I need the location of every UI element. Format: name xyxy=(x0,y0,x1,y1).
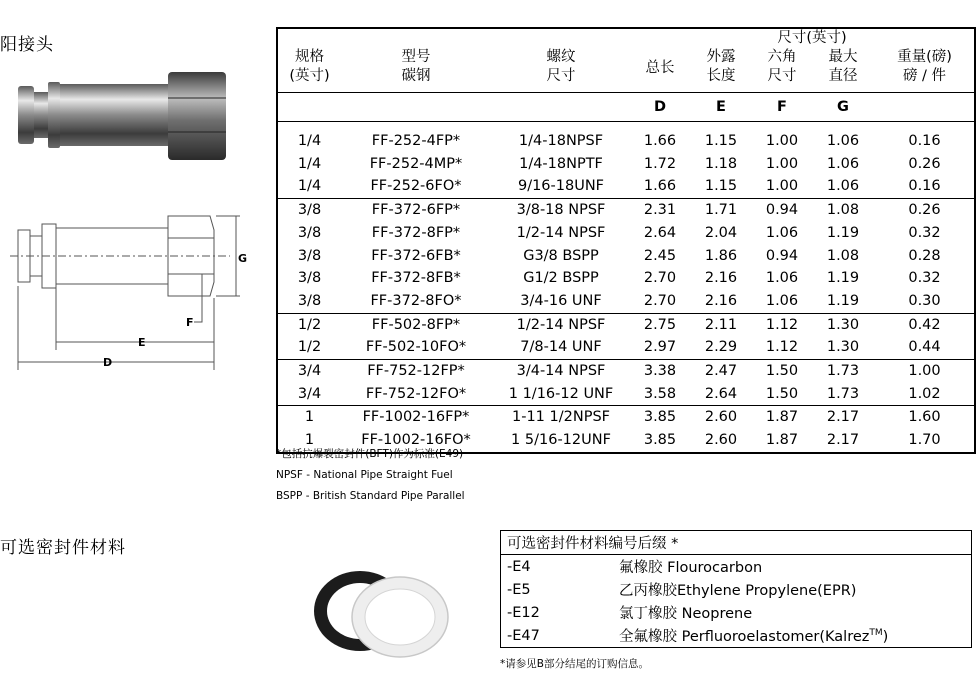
cell-weight: 0.26 xyxy=(875,199,975,222)
cell-thread: 1 5/16-12UNF xyxy=(511,432,611,449)
cell-weight: 0.30 xyxy=(908,292,941,309)
letter-f: F xyxy=(777,99,787,115)
cell-model: FF-752-12FP* xyxy=(341,360,491,383)
letter-g: G xyxy=(837,99,849,115)
header-model: 型号 碳钢 xyxy=(341,28,491,93)
header-size: 规格 (英寸) xyxy=(277,28,341,93)
cell-weight: 0.32 xyxy=(908,270,941,287)
note-bft: *包括抗爆裂密封件(BFT)作为标准(E49) xyxy=(276,448,464,460)
cell-exposed: 2.60 xyxy=(689,406,753,429)
cell-length: 2.97 xyxy=(643,339,677,356)
cell-hex: 0.94 xyxy=(765,247,799,264)
table-row xyxy=(277,313,975,336)
cell-weight: 0.16 xyxy=(908,133,941,149)
seal-row xyxy=(501,601,972,624)
table-row xyxy=(277,153,975,176)
header-exposed-length: 外露 长度 xyxy=(706,49,736,84)
cell-hex: 1.50 xyxy=(765,385,799,402)
cell-thread: 7/8-14 UNF xyxy=(520,339,602,356)
cell-hex: 1.00 xyxy=(765,178,799,195)
cell-hex: 1.06 xyxy=(765,270,799,287)
cell-model: FF-252-4MP* xyxy=(369,155,463,172)
cell-maxdia: 1.30 xyxy=(826,339,860,356)
cell-model: FF-372-6FB* xyxy=(371,247,461,264)
cell-exposed: 1.18 xyxy=(704,155,738,172)
cell-length: 1.72 xyxy=(643,155,677,172)
table-row xyxy=(277,383,975,406)
cell-model: FF-252-6FO* xyxy=(370,178,462,195)
seal-code: -E47 xyxy=(507,627,540,644)
cell-weight: 1.02 xyxy=(908,385,941,402)
cell-hex: 1.50 xyxy=(753,360,811,383)
cell-hex: 1.87 xyxy=(765,432,799,449)
cell-exposed: 2.60 xyxy=(704,432,738,449)
drawing-label-g: G xyxy=(238,252,248,265)
header-dims-group: 尺寸(英寸) xyxy=(777,30,847,46)
cell-length: 2.31 xyxy=(631,199,689,222)
cell-hex: 1.87 xyxy=(753,406,811,429)
coupler-photo xyxy=(0,62,232,172)
cell-length: 2.70 xyxy=(643,292,677,309)
section-title-optional-seals: 可选密封件材料 xyxy=(0,538,126,558)
cell-length: 1.66 xyxy=(643,178,677,195)
cell-maxdia: 1.19 xyxy=(826,270,860,287)
cell-exposed: 2.29 xyxy=(704,339,738,356)
cell-length: 2.75 xyxy=(631,313,689,336)
cell-length: 2.64 xyxy=(643,224,677,241)
spec-table xyxy=(276,27,976,454)
cell-thread: 1/4-18NPSF xyxy=(518,133,604,149)
cell-weight: 1.00 xyxy=(875,360,975,383)
cell-model: FF-1002-16FP* xyxy=(341,406,491,429)
cell-size: 1 xyxy=(304,432,315,449)
cell-thread: 1-11 1/2NPSF xyxy=(491,406,631,429)
cell-length: 2.45 xyxy=(643,247,677,264)
drawing-label-f: F xyxy=(186,316,194,329)
table-row xyxy=(277,245,975,268)
cell-weight: 0.16 xyxy=(908,178,941,195)
cell-size: 3/8 xyxy=(297,247,322,264)
seal-description: 氯丁橡胶 Neoprene xyxy=(619,606,753,622)
cell-thread: 1/2-14 NPSF xyxy=(491,313,631,336)
cell-hex: 1.12 xyxy=(753,313,811,336)
cell-hex: 1.06 xyxy=(765,292,799,309)
header-exposed xyxy=(689,28,875,93)
cell-model: FF-372-6FP* xyxy=(341,199,491,222)
cell-hex: 1.00 xyxy=(765,155,799,172)
cell-exposed: 2.16 xyxy=(704,270,738,287)
cell-exposed: 1.71 xyxy=(689,199,753,222)
cell-size: 3/8 xyxy=(297,270,322,287)
cell-length: 1.66 xyxy=(643,133,677,149)
cell-length: 3.38 xyxy=(631,360,689,383)
cell-size: 3/8 xyxy=(297,292,322,309)
cell-maxdia: 1.08 xyxy=(826,247,860,264)
cell-maxdia: 1.06 xyxy=(826,155,860,172)
letter-e: E xyxy=(716,99,726,115)
cell-exposed: 2.04 xyxy=(704,224,738,241)
seal-footnote: *请参见B部分结尾的订购信息。 xyxy=(500,658,649,670)
cell-thread: 1 1/16-12 UNF xyxy=(508,385,614,402)
cell-size: 3/4 xyxy=(297,385,322,402)
cell-hex: 1.00 xyxy=(765,133,799,149)
seal-table xyxy=(500,530,972,648)
cell-maxdia: 1.73 xyxy=(811,360,875,383)
seal-row xyxy=(501,555,972,579)
cell-exposed: 2.16 xyxy=(704,292,738,309)
cell-size: 3/8 xyxy=(277,199,341,222)
cell-thread: G3/8 BSPP xyxy=(523,247,599,264)
drawing-label-d: D xyxy=(103,356,113,369)
seal-table-header: 可选密封件材料编号后缀 * xyxy=(501,531,972,555)
cell-model: FF-372-8FO* xyxy=(370,292,462,309)
seal-code: -E4 xyxy=(507,558,531,575)
cell-maxdia: 1.19 xyxy=(826,292,860,309)
table-row xyxy=(277,336,975,359)
cell-model: FF-372-8FB* xyxy=(371,270,461,287)
cell-maxdia: 1.08 xyxy=(811,199,875,222)
cell-length: 3.58 xyxy=(643,385,677,402)
cell-exposed: 1.15 xyxy=(704,133,738,149)
cell-weight: 1.60 xyxy=(875,406,975,429)
cell-hex: 1.06 xyxy=(765,224,799,241)
cell-size: 1/4 xyxy=(297,155,322,172)
cell-size: 1/2 xyxy=(277,313,341,336)
cell-thread: 3/4-14 NPSF xyxy=(491,360,631,383)
cell-thread: 1/4-18NPTF xyxy=(519,155,603,172)
note-npsf: NPSF - National Pipe Straight Fuel xyxy=(276,469,453,481)
table-row xyxy=(277,267,975,290)
cell-thread: 3/8-18 NPSF xyxy=(491,199,631,222)
cell-size: 1/4 xyxy=(297,178,322,195)
cell-hex: 0.94 xyxy=(753,199,811,222)
section-title-male-coupler: 阳接头 xyxy=(0,35,54,55)
cell-thread: 1/2-14 NPSF xyxy=(516,224,606,241)
cell-model: FF-502-10FO* xyxy=(365,339,467,356)
table-row xyxy=(277,122,975,153)
header-max-dia: 最大 直径 xyxy=(828,49,858,84)
cell-size: 3/8 xyxy=(297,224,322,241)
cell-thread: G1/2 BSPP xyxy=(523,270,599,287)
cell-size: 1/2 xyxy=(297,339,322,356)
cell-exposed: 1.86 xyxy=(704,247,738,264)
seal-description: 氟橡胶 Flourocarbon xyxy=(619,560,763,576)
cell-model: FF-752-12FO* xyxy=(365,385,467,402)
seal-rings-image xyxy=(300,565,470,660)
table-row xyxy=(277,175,975,198)
seal-code: -E5 xyxy=(507,581,531,598)
cell-maxdia: 2.17 xyxy=(811,406,875,429)
seal-code: -E12 xyxy=(507,604,540,621)
cell-exposed: 2.64 xyxy=(704,385,738,402)
cell-hex: 1.12 xyxy=(765,339,799,356)
cell-exposed: 1.15 xyxy=(704,178,738,195)
cell-weight: 0.42 xyxy=(875,313,975,336)
cell-model: FF-372-8FP* xyxy=(371,224,461,241)
cell-weight: 0.28 xyxy=(908,247,941,264)
cell-maxdia: 1.19 xyxy=(826,224,860,241)
cell-exposed: 2.11 xyxy=(689,313,753,336)
cell-model: FF-502-8FP* xyxy=(341,313,491,336)
cell-weight: 0.32 xyxy=(908,224,941,241)
header-weight: 重量(磅) 磅 / 件 xyxy=(875,28,975,93)
cell-weight: 0.44 xyxy=(908,339,941,356)
cell-length: 3.85 xyxy=(643,432,677,449)
cell-weight: 0.26 xyxy=(908,155,941,172)
seal-row xyxy=(501,624,972,648)
header-length: 总长 xyxy=(631,28,689,93)
seal-description: 乙丙橡胶Ethylene Propylene(EPR) xyxy=(619,583,857,599)
letter-d: D xyxy=(631,93,689,122)
cell-thread: 3/4-16 UNF xyxy=(520,292,602,309)
cell-maxdia: 1.30 xyxy=(811,313,875,336)
cell-exposed: 2.47 xyxy=(689,360,753,383)
table-row xyxy=(277,222,975,245)
cell-model: FF-252-4FP* xyxy=(371,133,461,149)
table-row xyxy=(277,360,975,383)
cell-thread: 9/16-18UNF xyxy=(517,178,605,195)
drawing-label-e: E xyxy=(138,336,146,349)
dimension-drawing xyxy=(0,190,260,390)
seal-row xyxy=(501,578,972,601)
seal-description: 全氟橡胶 Perfluoroelastomer(Kalrez™) xyxy=(619,628,889,645)
cell-maxdia: 1.06 xyxy=(826,178,860,195)
cell-size: 3/4 xyxy=(277,360,341,383)
cell-length: 3.85 xyxy=(631,406,689,429)
cell-model: FF-1002-16FO* xyxy=(361,432,471,449)
table-row xyxy=(277,406,975,429)
cell-maxdia: 2.17 xyxy=(826,432,860,449)
table-row xyxy=(277,199,975,222)
cell-maxdia: 1.73 xyxy=(826,385,860,402)
cell-length: 2.70 xyxy=(643,270,677,287)
cell-size: 1 xyxy=(277,406,341,429)
cell-size: 1/4 xyxy=(297,133,322,149)
header-hex: 六角 尺寸 xyxy=(767,49,797,84)
table-row xyxy=(277,290,975,313)
note-bspp: BSPP - British Standard Pipe Parallel xyxy=(276,490,465,502)
header-thread: 螺纹 尺寸 xyxy=(491,28,631,93)
cell-weight: 1.70 xyxy=(908,432,941,449)
cell-maxdia: 1.06 xyxy=(826,133,860,149)
